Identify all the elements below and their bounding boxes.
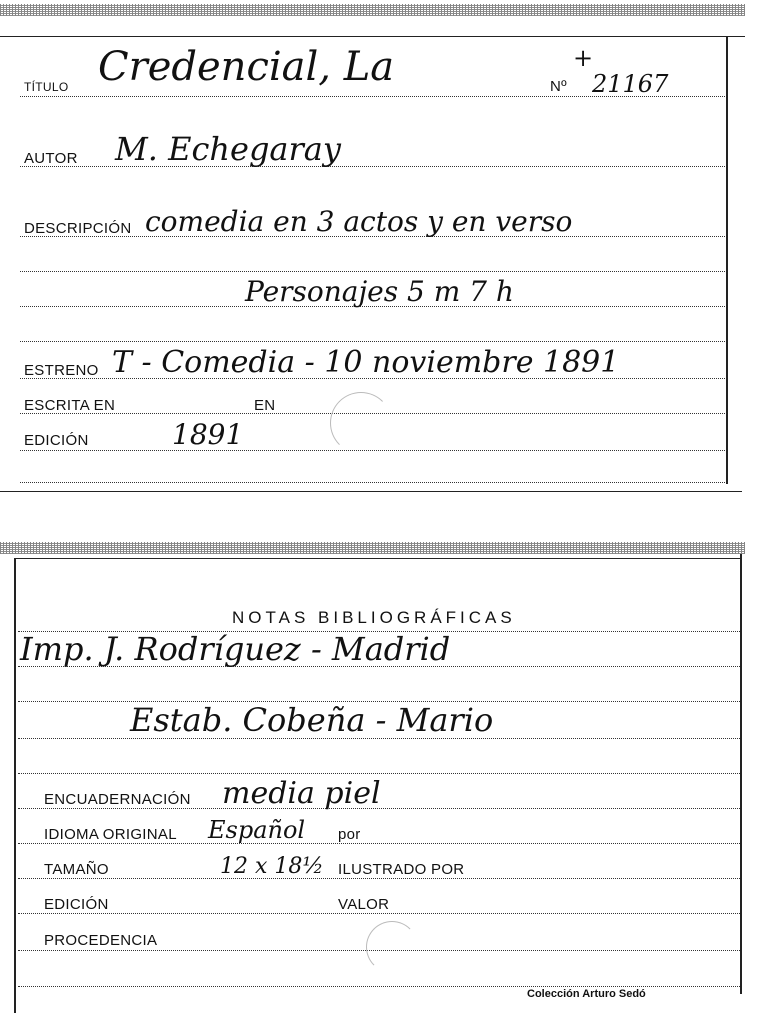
rule-idioma [18,843,740,844]
paper-stain [330,392,392,454]
catalog-card-main [0,0,745,492]
label-escrita-en: ESCRITA EN [24,397,116,414]
label-titulo: TÍTULO [24,80,69,94]
card-frame-right [740,554,742,994]
card-frame-bottom [0,491,742,492]
value-idioma-original: Español [208,816,306,844]
value-descripcion-2: Personajes 5 m 7 h [245,275,514,308]
label-numero: Nº [550,78,567,95]
label-idioma-original: IDIOMA ORIGINAL [44,826,177,843]
notes-heading: NOTAS BIBLIOGRÁFICAS [232,608,516,627]
label-encuadernacion: ENCUADERNACIÓN [44,791,191,808]
value-autor: M. Echegaray [115,130,341,168]
label-por: por [338,826,361,843]
label-autor: AUTOR [24,150,78,167]
cross-mark: + [573,44,594,72]
label-edicion: EDICIÓN [24,432,89,449]
paper-stain [366,921,418,973]
label-ilustrado-por: ILUSTRADO POR [338,861,465,878]
value-numero: 21167 [592,70,669,98]
label-estreno: ESTRENO [24,362,99,379]
rule-last [18,986,740,987]
rule-tamano [18,878,740,879]
value-estreno: T - Comedia - 10 noviembre 1891 [112,345,620,380]
rule-blank-1 [20,271,725,272]
card-frame-right [726,36,728,484]
rule-last [20,482,725,483]
value-encuadernacion: media piel [222,776,381,811]
rule-edicion [18,913,740,914]
rule-blank-2 [20,341,725,342]
value-edicion: 1891 [172,418,244,451]
catalog-card-notes [0,536,745,1018]
card-top-noise [0,4,745,16]
note-line-1: Imp. J. Rodríguez - Madrid [20,630,451,668]
value-descripcion-1: comedia en 3 actos y en verso [145,205,573,238]
label-edicion: EDICIÓN [44,896,109,913]
label-valor: VALOR [338,896,390,913]
label-tamano: TAMAÑO [44,861,109,878]
label-en: EN [254,397,276,414]
label-procedencia: PROCEDENCIA [44,932,158,949]
card-top-noise [0,542,745,554]
value-tamano: 12 x 18½ [220,854,324,879]
rule-blank-2 [18,773,740,774]
label-descripcion: DESCRIPCIÓN [24,220,132,237]
card-frame-top [14,558,742,559]
card-frame-top [0,36,745,37]
value-titulo: Credencial, La [98,44,395,90]
card-frame-left [14,558,16,1013]
note-line-2: Estab. Cobeña - Mario [130,701,494,739]
collection-footer: Colección Arturo Sedó [527,988,646,1000]
